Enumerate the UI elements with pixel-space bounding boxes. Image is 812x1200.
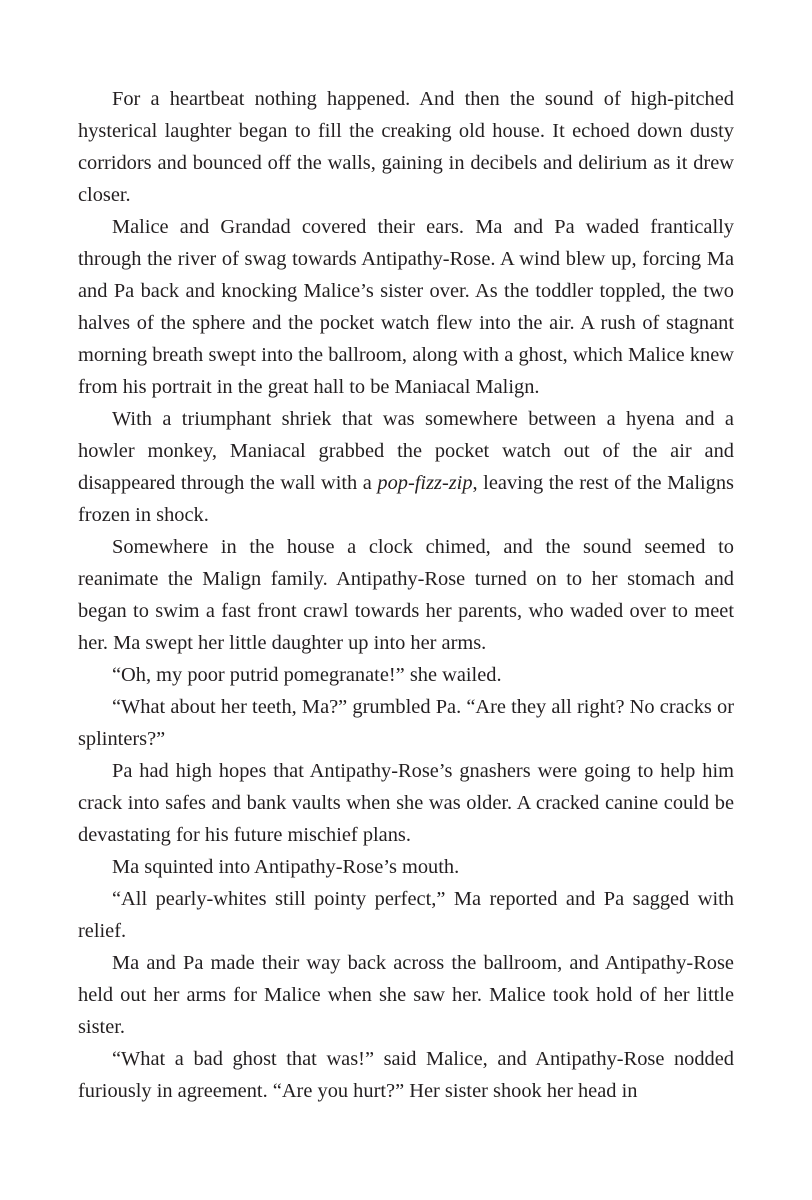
paragraph: For a heartbeat nothing happened. And then the sound of high-pitched hysterical laughter began to fill the creaking old house. It echoed down dusty corridors and bounced off the walls, gaining in decibels and delirium as it drew closer. [78, 88, 734, 206]
paragraph: “What about her teeth, Ma?” grumbled Pa. “Are they all right? No cracks or splinters?” [78, 696, 734, 750]
paragraph: Ma and Pa made their way back across the ballroom, and Antipathy-Rose held out her arms for Malice when she saw her. Malice took hold of her little sister. [78, 952, 734, 1038]
paragraph-text: With a triumphant shriek that was somewhere between a hyena and a howler monkey, Maniacal grabbed the pocket watch out of the air and disappeared through the wall with a [78, 408, 734, 494]
paragraph-text: , leaving the rest of the Maligns frozen in shock. [78, 472, 734, 526]
paragraph: “What a bad ghost that was!” said Malice, and Antipathy-Rose nodded furiously in agreement. “Are you hurt?” Her sister shook her head in [78, 1048, 734, 1102]
book-page-text [78, 83, 734, 1107]
paragraph: Somewhere in the house a clock chimed, and the sound seemed to reanimate the Malign family. Antipathy-Rose turned on to her stomach and began to swim a fast front crawl towards her parents, who waded over to meet her. Ma swept her little daughter up into her arms. [78, 536, 734, 654]
paragraph: Ma squinted into Antipathy-Rose’s mouth. [112, 856, 460, 878]
paragraph: “Oh, my poor putrid pomegranate!” she wailed. [112, 664, 502, 686]
paragraph: Pa had high hopes that Antipathy-Rose’s gnashers were going to help him crack into safes and bank vaults when she was older. A cracked canine could be devastating for his future mischief plans. [78, 760, 734, 846]
paragraph: Malice and Grandad covered their ears. Ma and Pa waded frantically through the river of swag towards Antipathy-Rose. A wind blew up, forcing Ma and Pa back and knocking Malice’s sister over. As the toddler toppled, the two halves of the sphere and the pocket watch flew into the air. A rush of stagnant morning breath swept into the ballroom, along with a ghost, which Malice knew from his portrait in the great hall to be Maniacal Malign. [78, 216, 734, 398]
paragraph: “All pearly-whites still pointy perfect,” Ma reported and Pa sagged with relief. [78, 888, 734, 942]
paragraph [78, 403, 734, 531]
italic-sound-effect: pop-fizz-zip [377, 472, 473, 494]
